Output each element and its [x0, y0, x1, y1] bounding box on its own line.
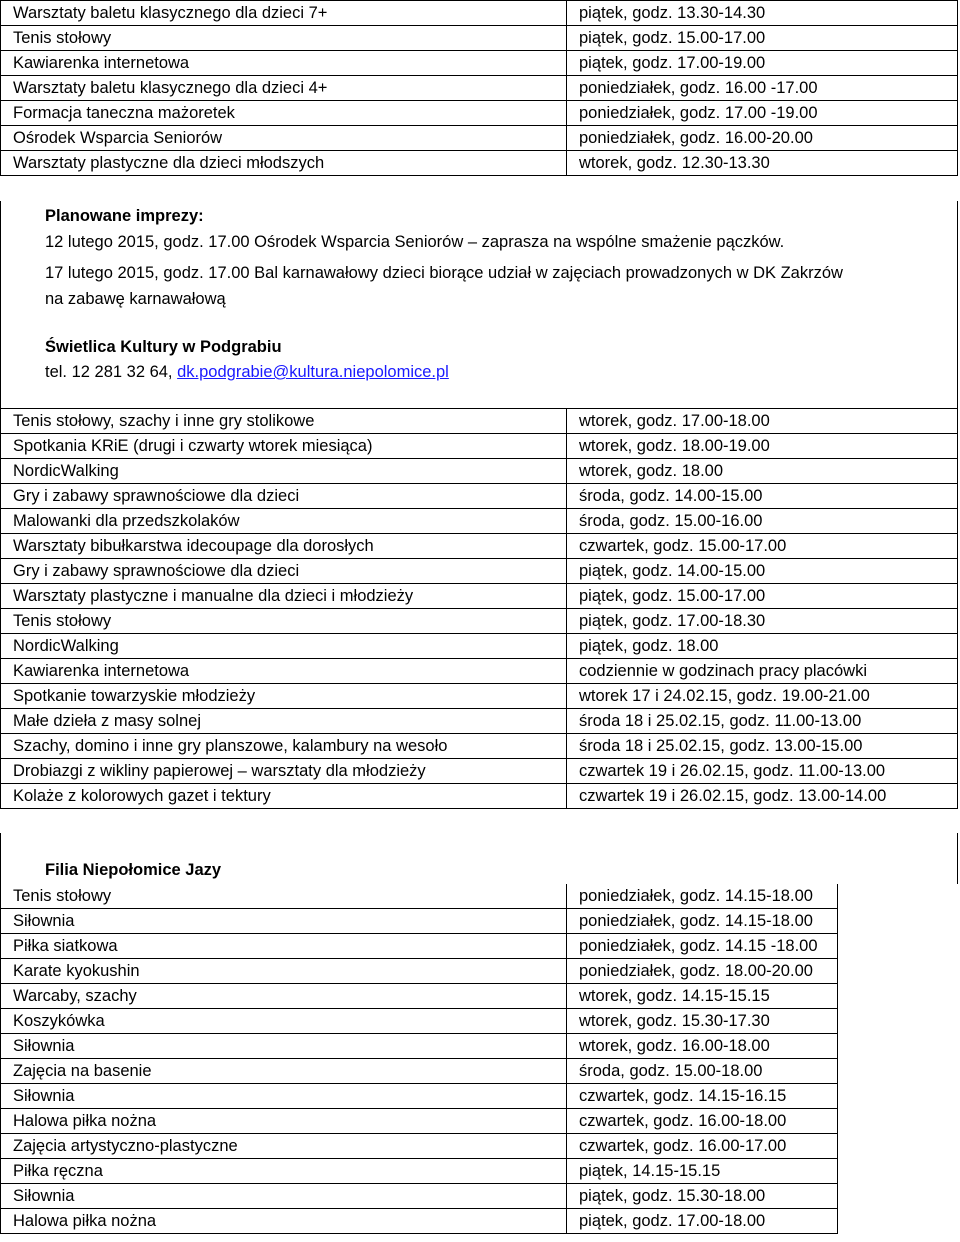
activity-cell: Spotkania KRiE (drugi i czwarty wtorek miesiąca)	[1, 434, 567, 459]
schedule-cell: piątek, godz. 15.00-17.00	[567, 584, 958, 609]
table-row	[1, 26, 958, 51]
table-row	[1, 659, 958, 684]
table-row	[1, 459, 958, 484]
table-row	[1, 484, 958, 509]
table-row	[1, 51, 958, 76]
schedule-cell: środa 18 i 25.02.15, godz. 11.00-13.00	[567, 709, 958, 734]
activity-cell: Warsztaty plastyczne i manualne dla dzieci i młodzieży	[1, 584, 567, 609]
phone-text: tel. 12 281 32 64,	[45, 363, 178, 381]
activity-cell: Tenis stołowy, szachy i inne gry stolikowe	[1, 409, 567, 434]
schedule-cell: poniedziałek, godz. 16.00 -17.00	[567, 76, 958, 101]
schedule-cell: środa, godz. 15.00-16.00	[567, 509, 958, 534]
activity-cell: Kawiarenka internetowa	[1, 659, 567, 684]
table-row	[1, 1209, 838, 1234]
activity-cell: Formacja taneczna mażoretek	[1, 101, 567, 126]
table-row	[1, 1059, 838, 1084]
schedule-cell: poniedziałek, godz. 14.15-18.00	[567, 909, 838, 934]
event-line: na zabawę karnawałową	[45, 290, 226, 308]
table-row	[1, 1109, 838, 1134]
schedule-cell: poniedziałek, godz. 14.15-18.00	[567, 884, 838, 909]
activity-cell: Gry i zabawy sprawnościowe dla dzieci	[1, 559, 567, 584]
activity-cell: Drobiazgi z wikliny papierowej – warsztaty dla młodzieży	[1, 759, 567, 784]
activity-cell: Siłownia	[1, 1184, 567, 1209]
table-row	[1, 1009, 838, 1034]
table-row	[1, 909, 838, 934]
email-link[interactable]: dk.podgrabie@kultura.niepolomice.pl	[177, 363, 449, 381]
activity-cell: Halowa piłka nożna	[1, 1209, 567, 1234]
table-row	[1, 534, 958, 559]
schedule-cell: wtorek 17 i 24.02.15, godz. 19.00-21.00	[567, 684, 958, 709]
schedule-table-3	[0, 884, 838, 1234]
activity-cell: Malowanki dla przedszkolaków	[1, 509, 567, 534]
events-heading: Planowane imprezy:	[45, 207, 204, 225]
table-row	[1, 684, 958, 709]
schedule-cell: piątek, godz. 17.00-18.00	[567, 1209, 838, 1234]
activity-cell: Tenis stołowy	[1, 609, 567, 634]
activity-cell: Warsztaty bibułkarstwa idecoupage dla dorosłych	[1, 534, 567, 559]
activity-cell: Warsztaty baletu klasycznego dla dzieci 7+	[1, 1, 567, 26]
schedule-cell: piątek, godz. 15.30-18.00	[567, 1184, 838, 1209]
table-row	[1, 1184, 838, 1209]
table-row	[1, 1034, 838, 1059]
activity-cell: Tenis stołowy	[1, 26, 567, 51]
activity-cell: Siłownia	[1, 1084, 567, 1109]
schedule-cell: piątek, godz. 13.30-14.30	[567, 1, 958, 26]
activity-cell: Piłka ręczna	[1, 1159, 567, 1184]
table-row	[1, 609, 958, 634]
table-row	[1, 984, 838, 1009]
activity-cell: Warcaby, szachy	[1, 984, 567, 1009]
table-row	[1, 884, 838, 909]
activity-cell: Siłownia	[1, 909, 567, 934]
schedule-cell: czwartek 19 i 26.02.15, godz. 13.00-14.00	[567, 784, 958, 809]
schedule-cell: czwartek, godz. 16.00-18.00	[567, 1109, 838, 1134]
schedule-cell: czwartek, godz. 15.00-17.00	[567, 534, 958, 559]
schedule-cell: środa 18 i 25.02.15, godz. 13.00-15.00	[567, 734, 958, 759]
schedule-table-1	[0, 0, 958, 176]
schedule-cell: poniedziałek, godz. 18.00-20.00	[567, 959, 838, 984]
contact-line	[45, 363, 449, 382]
schedule-cell: poniedziałek, godz. 16.00-20.00	[567, 126, 958, 151]
table-row	[1, 76, 958, 101]
schedule-cell: codziennie w godzinach pracy placówki	[567, 659, 958, 684]
table-row	[1, 759, 958, 784]
table-row	[1, 1, 958, 26]
schedule-table-2	[0, 408, 958, 809]
section-title: Świetlica Kultury w Podgrabiu	[45, 338, 282, 356]
section-title: Filia Niepołomice Jazy	[45, 861, 222, 879]
activity-cell: Szachy, domino i inne gry planszowe, kalambury na wesoło	[1, 734, 567, 759]
activity-cell: Spotkanie towarzyskie młodzieży	[1, 684, 567, 709]
activity-cell: NordicWalking	[1, 459, 567, 484]
activity-cell: Tenis stołowy	[1, 884, 567, 909]
schedule-cell: poniedziałek, godz. 14.15 -18.00	[567, 934, 838, 959]
schedule-cell: piątek, godz. 18.00	[567, 634, 958, 659]
schedule-cell: czwartek, godz. 16.00-17.00	[567, 1134, 838, 1159]
table-row	[1, 1159, 838, 1184]
event-line: 12 lutego 2015, godz. 17.00 Ośrodek Wsparcia Seniorów – zaprasza na wspólne smażenie pączków.	[45, 233, 785, 251]
table-row	[1, 101, 958, 126]
table-row	[1, 734, 958, 759]
table-row	[1, 1084, 838, 1109]
activity-cell: Małe dzieła z masy solnej	[1, 709, 567, 734]
table-row	[1, 434, 958, 459]
activity-cell: Gry i zabawy sprawnościowe dla dzieci	[1, 484, 567, 509]
event-line: 17 lutego 2015, godz. 17.00 Bal karnawałowy dzieci biorące udział w zajęciach prowadzonych w DK Zakrzów	[45, 264, 843, 282]
events-section	[0, 201, 958, 408]
table-row	[1, 634, 958, 659]
schedule-cell: poniedziałek, godz. 17.00 -19.00	[567, 101, 958, 126]
schedule-cell: środa, godz. 14.00-15.00	[567, 484, 958, 509]
activity-cell: Zajęcia artystyczno-plastyczne	[1, 1134, 567, 1159]
table-row	[1, 559, 958, 584]
schedule-cell: środa, godz. 15.00-18.00	[567, 1059, 838, 1084]
schedule-cell: piątek, 14.15-15.15	[567, 1159, 838, 1184]
schedule-cell: czwartek, godz. 14.15-16.15	[567, 1084, 838, 1109]
table-row	[1, 959, 838, 984]
table-row	[1, 151, 958, 176]
table-row	[1, 509, 958, 534]
activity-cell: Halowa piłka nożna	[1, 1109, 567, 1134]
table-row	[1, 584, 958, 609]
activity-cell: Kolaże z kolorowych gazet i tektury	[1, 784, 567, 809]
schedule-cell: wtorek, godz. 17.00-18.00	[567, 409, 958, 434]
schedule-cell: piątek, godz. 14.00-15.00	[567, 559, 958, 584]
schedule-cell: wtorek, godz. 18.00-19.00	[567, 434, 958, 459]
table-row	[1, 934, 838, 959]
table-row	[1, 126, 958, 151]
schedule-cell: czwartek 19 i 26.02.15, godz. 11.00-13.00	[567, 759, 958, 784]
schedule-cell: wtorek, godz. 15.30-17.30	[567, 1009, 838, 1034]
jazy-header	[0, 833, 958, 884]
activity-cell: NordicWalking	[1, 634, 567, 659]
activity-cell: Warsztaty plastyczne dla dzieci młodszych	[1, 151, 567, 176]
schedule-cell: wtorek, godz. 18.00	[567, 459, 958, 484]
activity-cell: Ośrodek Wsparcia Seniorów	[1, 126, 567, 151]
table-row	[1, 409, 958, 434]
activity-cell: Kawiarenka internetowa	[1, 51, 567, 76]
table-row	[1, 1134, 838, 1159]
activity-cell: Zajęcia na basenie	[1, 1059, 567, 1084]
activity-cell: Piłka siatkowa	[1, 934, 567, 959]
schedule-cell: piątek, godz. 15.00-17.00	[567, 26, 958, 51]
table-row	[1, 784, 958, 809]
activity-cell: Warsztaty baletu klasycznego dla dzieci 4+	[1, 76, 567, 101]
schedule-cell: wtorek, godz. 16.00-18.00	[567, 1034, 838, 1059]
table-row	[1, 709, 958, 734]
activity-cell: Koszykówka	[1, 1009, 567, 1034]
schedule-cell: piątek, godz. 17.00-19.00	[567, 51, 958, 76]
activity-cell: Karate kyokushin	[1, 959, 567, 984]
activity-cell: Siłownia	[1, 1034, 567, 1059]
schedule-cell: piątek, godz. 17.00-18.30	[567, 609, 958, 634]
schedule-cell: wtorek, godz. 12.30-13.30	[567, 151, 958, 176]
schedule-cell: wtorek, godz. 14.15-15.15	[567, 984, 838, 1009]
